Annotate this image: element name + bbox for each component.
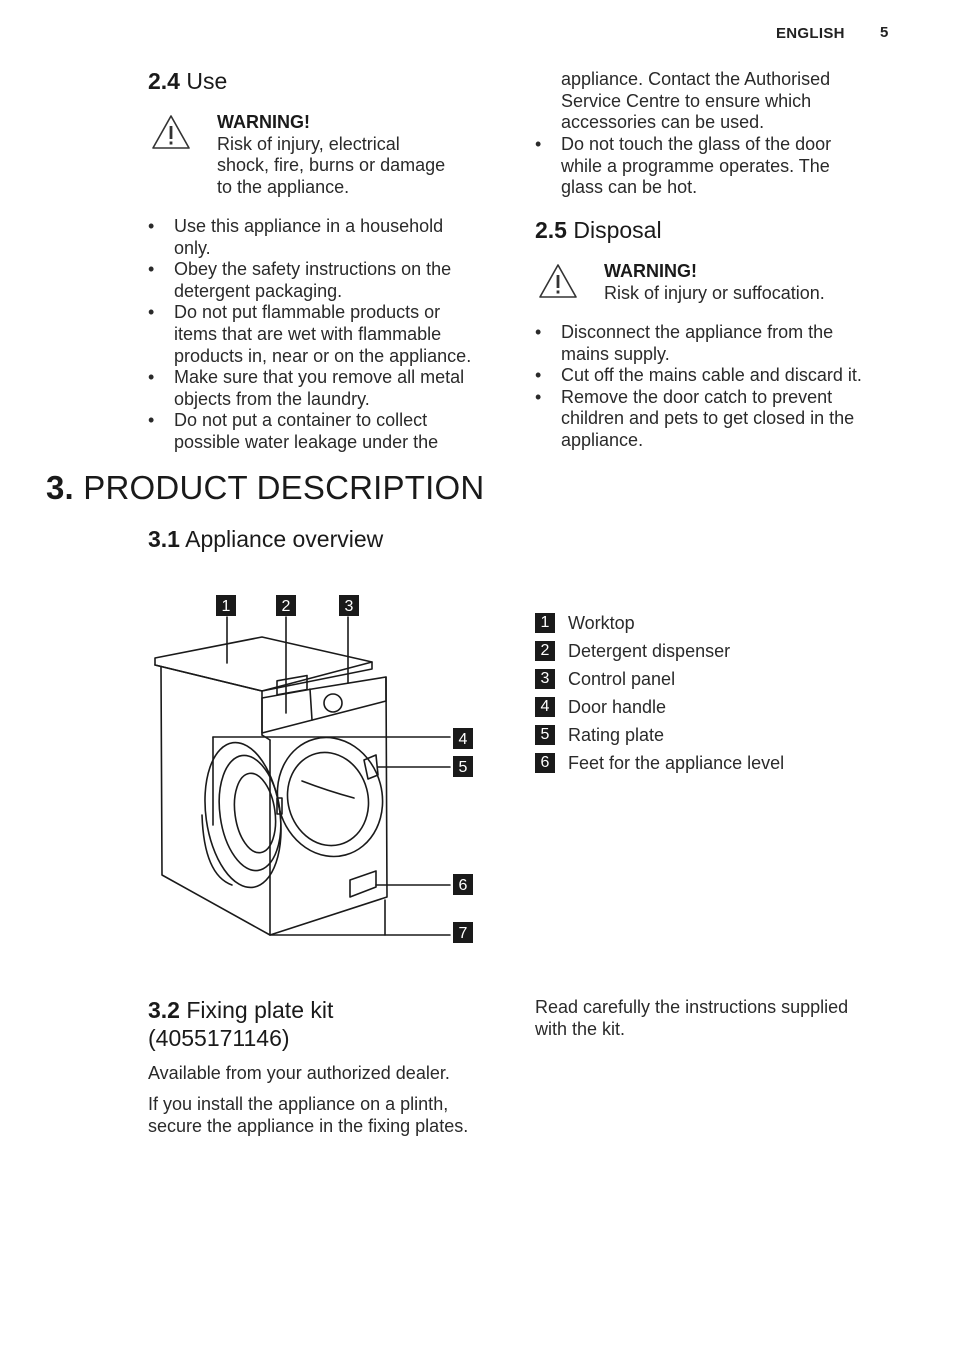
list-item: • Use this appliance in a household only. (148, 216, 508, 259)
paragraph: Read carefully the instructions supplied with the kit. (535, 997, 849, 1039)
section-number: 2.5 (535, 217, 567, 243)
section-3-2-heading (148, 996, 333, 1052)
paragraph: Available from your authorized dealer. (148, 1063, 450, 1083)
legend-label: Feet for the appliance level (568, 753, 785, 773)
warning-line: to the appliance. (217, 176, 350, 197)
callout-box-7 (453, 922, 473, 943)
section-title: Use (186, 68, 228, 94)
callout-box-2 (276, 595, 296, 616)
warning-text: Risk of injury or suffocation. (604, 282, 825, 303)
warning-triangle-icon (537, 262, 579, 300)
section-2-4-heading (148, 68, 227, 95)
chapter-heading (46, 469, 484, 507)
list-item: • Do not put flammable products or items that are wet with flammable products in, near or on the appliance. (148, 302, 508, 367)
section-number: 2.4 (148, 68, 180, 94)
door-opening (264, 726, 396, 869)
callout-label: 5 (458, 759, 468, 776)
header-language: ENGLISH (776, 25, 845, 42)
warning-triangle-icon (150, 113, 192, 151)
chapter-title: PRODUCT DESCRIPTION (83, 469, 485, 506)
callout-box-5 (453, 756, 473, 777)
section-title: Fixing plate kit (186, 997, 334, 1023)
section-title: Disposal (573, 217, 662, 243)
callout-box-3 (339, 595, 359, 616)
callout-label: 1 (221, 598, 231, 615)
legend-label: Door handle (568, 697, 667, 717)
use-bullet-list (148, 216, 508, 454)
section-title: Appliance overview (185, 526, 384, 552)
legend-number: 2 (535, 641, 555, 661)
list-item: • Make sure that you remove all metal objects from the laundry. (148, 367, 508, 410)
legend-number: 4 (535, 697, 555, 717)
callout-box-1 (216, 595, 236, 616)
callout-label: 2 (281, 598, 291, 615)
continued-text: appliance. Contact the Authorised Service Centre to ensure which accessories can be used. (561, 69, 831, 133)
paragraph: If you install the appliance on a plinth, secure the appliance in the fixing plates. (148, 1094, 469, 1136)
section-2-5-heading (535, 217, 662, 244)
section-title-line2: (4055171146) (148, 1025, 290, 1051)
legend-number: 3 (535, 669, 555, 689)
warning-title: WARNING! (217, 112, 310, 132)
program-knob (324, 694, 342, 712)
section-number: 3.1 (148, 526, 180, 552)
section-3-1-heading (148, 526, 383, 553)
cabinet-outline (161, 667, 387, 935)
callout-label: 7 (458, 925, 468, 942)
page-number: 5 (880, 24, 889, 41)
warning-line: Risk of injury, electrical (217, 133, 400, 154)
list-item: • Remove the door catch to prevent children and pets to get closed in the appliance. (535, 387, 925, 452)
legend-label: Control panel (568, 669, 676, 689)
callout-label: 6 (458, 877, 468, 894)
chapter-number: 3. (46, 469, 74, 506)
warning-title: WARNING! (604, 261, 697, 281)
glass-bullet-list (535, 134, 915, 199)
washing-machine-diagram (140, 585, 490, 955)
legend-number: 6 (535, 753, 555, 773)
legend-label: Worktop (568, 613, 635, 633)
list-item: • Do not touch the glass of the door while a programme operates. The glass can be hot. (535, 134, 915, 199)
disposal-bullet-list (535, 322, 925, 452)
legend-label: Rating plate (568, 725, 665, 745)
list-item: • Disconnect the appliance from the mains supply. (535, 322, 925, 365)
callout-label: 3 (344, 598, 354, 615)
list-item: • Cut off the mains cable and discard it. (535, 365, 925, 387)
callout-label: 4 (458, 731, 468, 748)
section-number: 3.2 (148, 997, 180, 1023)
warning-block-2-5 (604, 261, 825, 304)
legend-label: Detergent dispenser (568, 641, 731, 661)
warning-line: shock, fire, burns or damage (217, 155, 446, 176)
legend-number: 1 (535, 613, 555, 633)
list-item: • Do not put a container to collect possible water leakage under the (148, 410, 508, 453)
warning-block-2-4 (217, 112, 445, 198)
callout-box-4 (453, 728, 473, 749)
legend-number: 5 (535, 725, 555, 745)
worktop-outline (155, 637, 372, 691)
list-item: • Obey the safety instructions on the detergent packaging. (148, 259, 508, 302)
callout-box-6 (453, 874, 473, 895)
